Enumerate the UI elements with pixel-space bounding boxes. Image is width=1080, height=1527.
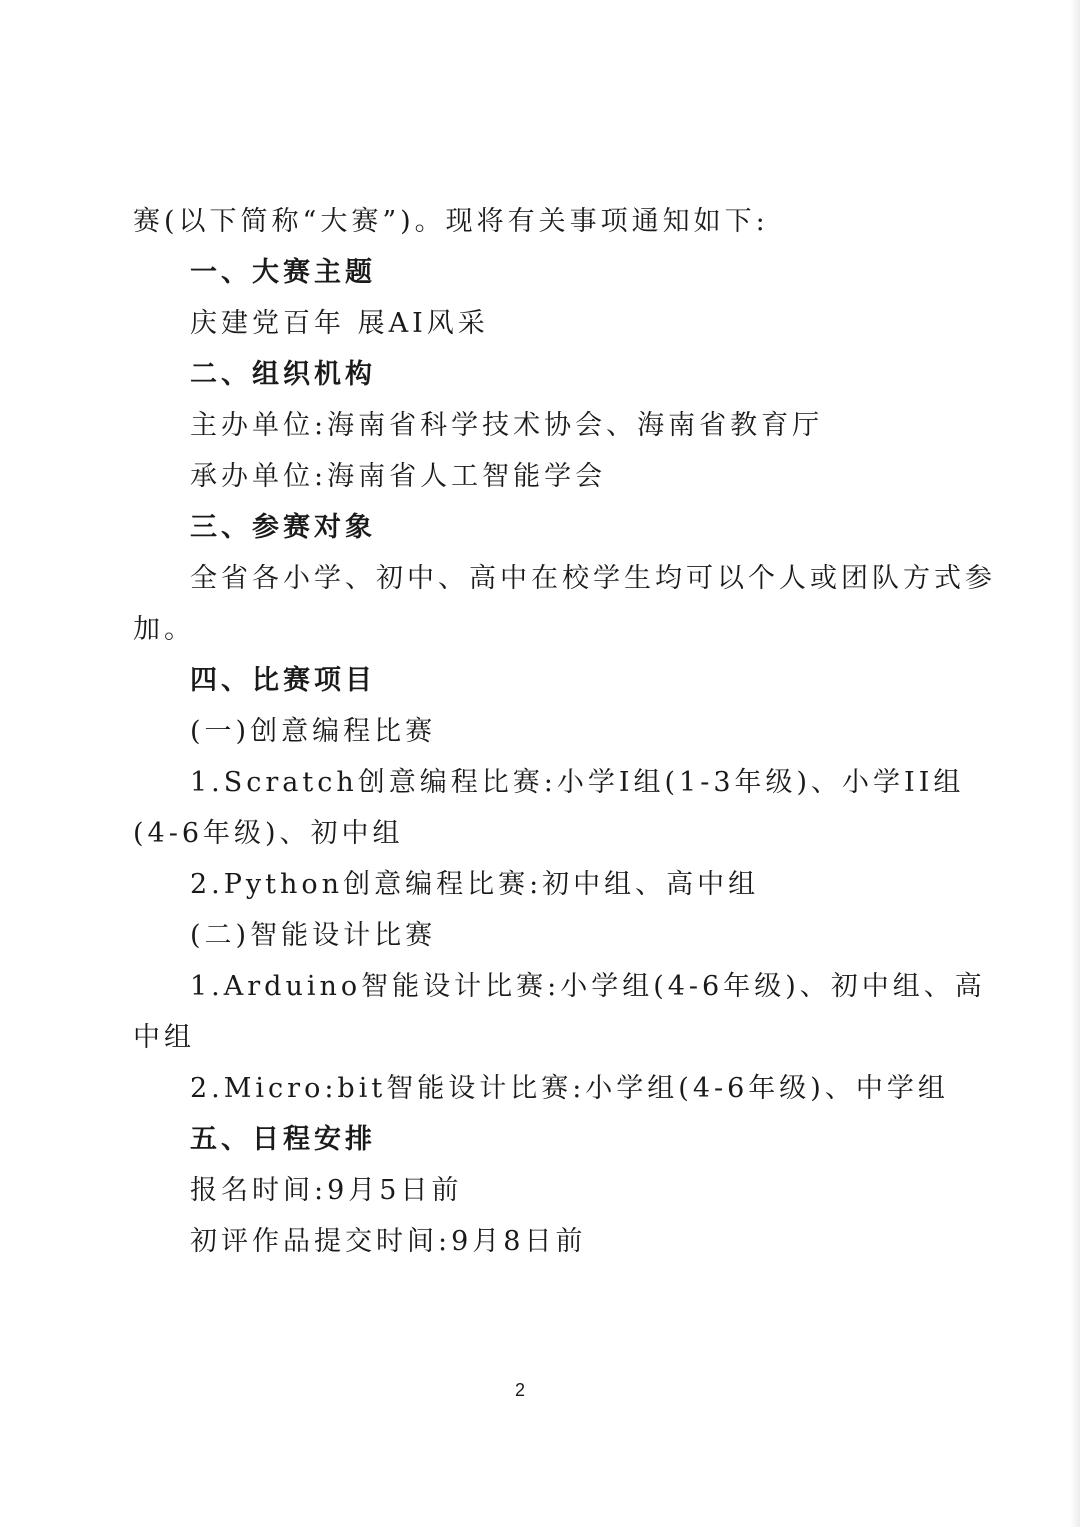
host-unit-text: 主办单位:海南省科学技术协会、海南省教育厅 [190,410,824,441]
section-heading-schedule: 五、日程安排 [190,1124,376,1155]
microbit-event-text: 2.Micro:bit智能设计比赛:小学组(4-6年级)、中学组 [190,1073,949,1104]
python-event-text: 2.Python创意编程比赛:初中组、高中组 [190,869,760,900]
section-heading-events: 四、比赛项目 [190,665,376,696]
organizer-unit-text: 承办单位:海南省人工智能学会 [190,461,607,492]
section-heading-participants: 三、参赛对象 [190,512,376,543]
participants-text: 全省各小学、初中、高中在校学生均可以个人或团队方式参 [190,563,996,594]
scratch-event-text: 1.Scratch创意编程比赛:小学I组(1-3年级)、小学II组 [190,767,965,798]
scratch-event-text-cont: (4-6年级)、初中组 [133,818,404,849]
arduino-event-text-cont: 中组 [133,1022,195,1053]
section-heading-theme: 一、大赛主题 [190,257,376,288]
arduino-event-text: 1.Arduino智能设计比赛:小学组(4-6年级)、初中组、高 [190,971,986,1002]
participants-text-cont: 加。 [133,614,195,645]
subsection-heading-programming: (一)创意编程比赛 [190,716,437,747]
page-edge-shadow [1070,0,1080,1527]
subsection-heading-design: (二)智能设计比赛 [190,920,437,951]
section-heading-organization: 二、组织机构 [190,359,376,390]
submission-deadline-text: 初评作品提交时间:9月8日前 [190,1226,587,1257]
page-number: 2 [514,1380,525,1400]
registration-deadline-text: 报名时间:9月5日前 [190,1175,463,1206]
theme-text: 庆建党百年 展AI风采 [190,308,489,339]
intro-line: 赛(以下简称“大赛”)。现将有关事项通知如下: [133,206,769,237]
